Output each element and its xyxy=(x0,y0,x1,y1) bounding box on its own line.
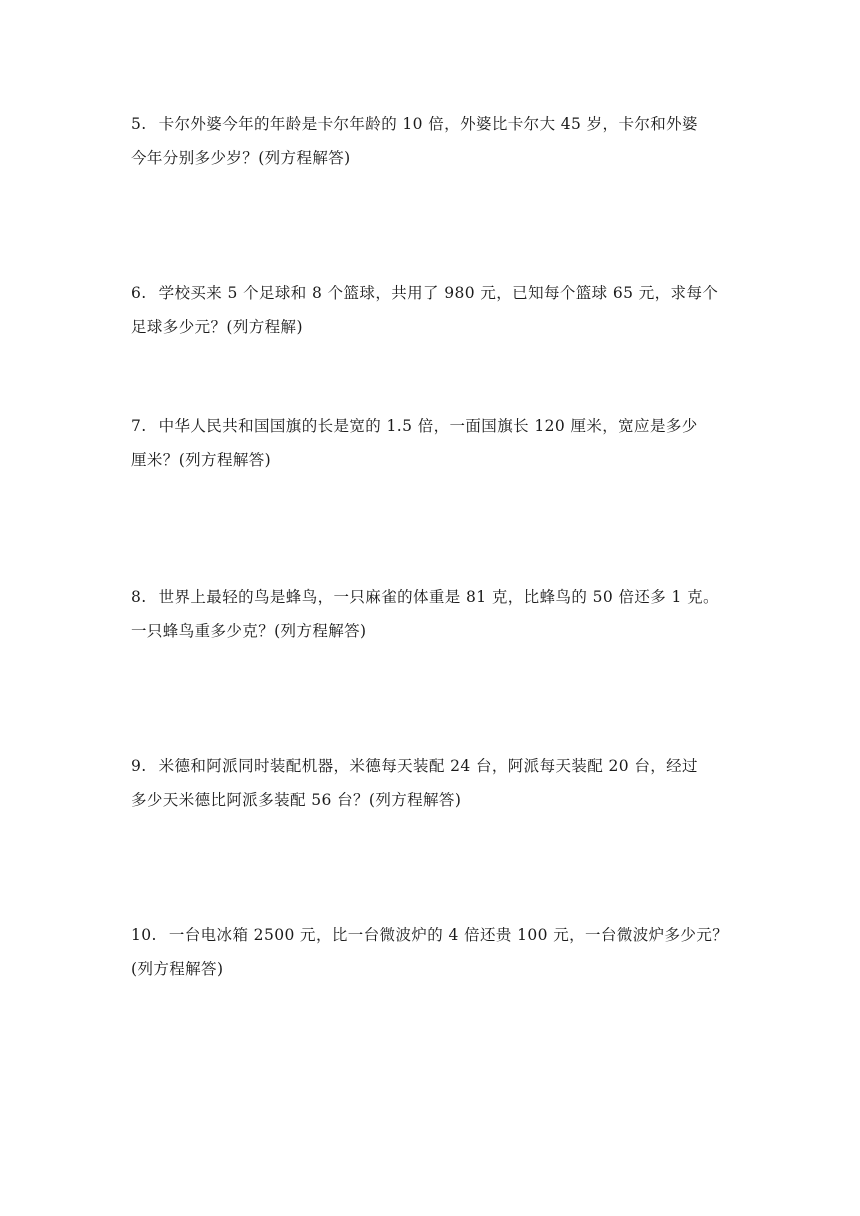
problem-9-text-1: 米德和阿派同时装配机器，米德每天装配 24 台，阿派每天装配 20 台，经过 xyxy=(158,757,698,775)
problem-5-line-1 xyxy=(131,107,731,141)
problem-8 xyxy=(131,580,731,648)
problem-6-line-1 xyxy=(131,276,731,310)
problem-8-number: 8. xyxy=(131,588,147,606)
problem-6-text-1: 学校买来 5 个足球和 8 个篮球，共用了 980 元，已知每个篮球 65 元，求每个 xyxy=(158,284,719,302)
problem-9-number: 9. xyxy=(131,757,147,775)
problem-7 xyxy=(131,409,731,477)
problem-7-number: 7. xyxy=(131,417,147,435)
problem-7-line-1 xyxy=(131,409,731,443)
problem-8-text-1: 世界上最轻的鸟是蜂鸟，一只麻雀的体重是 81 克，比蜂鸟的 50 倍还多 1 克。 xyxy=(158,588,719,606)
problem-9 xyxy=(131,749,731,817)
problem-10-line-1 xyxy=(131,918,731,952)
problem-8-line-2: 一只蜂鸟重多少克？(列方程解答) xyxy=(131,622,367,640)
problem-10-text-1: 一台电冰箱 2500 元，比一台微波炉的 4 倍还贵 100 元，一台微波炉多少元？ xyxy=(168,926,729,944)
problem-6-line-2: 足球多少元？(列方程解) xyxy=(131,318,303,336)
problem-8-line-1 xyxy=(131,580,731,614)
problem-10 xyxy=(131,918,731,986)
problem-7-text-1: 中华人民共和国国旗的长是宽的 1.5 倍，一面国旗长 120 厘米，宽应是多少 xyxy=(158,417,698,435)
problem-6-number: 6. xyxy=(131,284,147,302)
problem-5-text-1: 卡尔外婆今年的年龄是卡尔年龄的 10 倍，外婆比卡尔大 45 岁，卡尔和外婆 xyxy=(158,115,698,133)
problem-9-line-1 xyxy=(131,749,731,783)
problem-5 xyxy=(131,107,731,175)
problem-7-line-2: 厘米？(列方程解答) xyxy=(131,451,272,469)
problem-10-number: 10. xyxy=(131,926,157,944)
problem-10-line-2: (列方程解答) xyxy=(131,960,224,978)
problem-9-line-2: 多少天米德比阿派多装配 56 台？(列方程解答) xyxy=(131,791,462,809)
problem-5-line-2: 今年分别多少岁？(列方程解答) xyxy=(131,149,351,167)
problem-6 xyxy=(131,276,731,344)
problem-5-number: 5. xyxy=(131,115,147,133)
